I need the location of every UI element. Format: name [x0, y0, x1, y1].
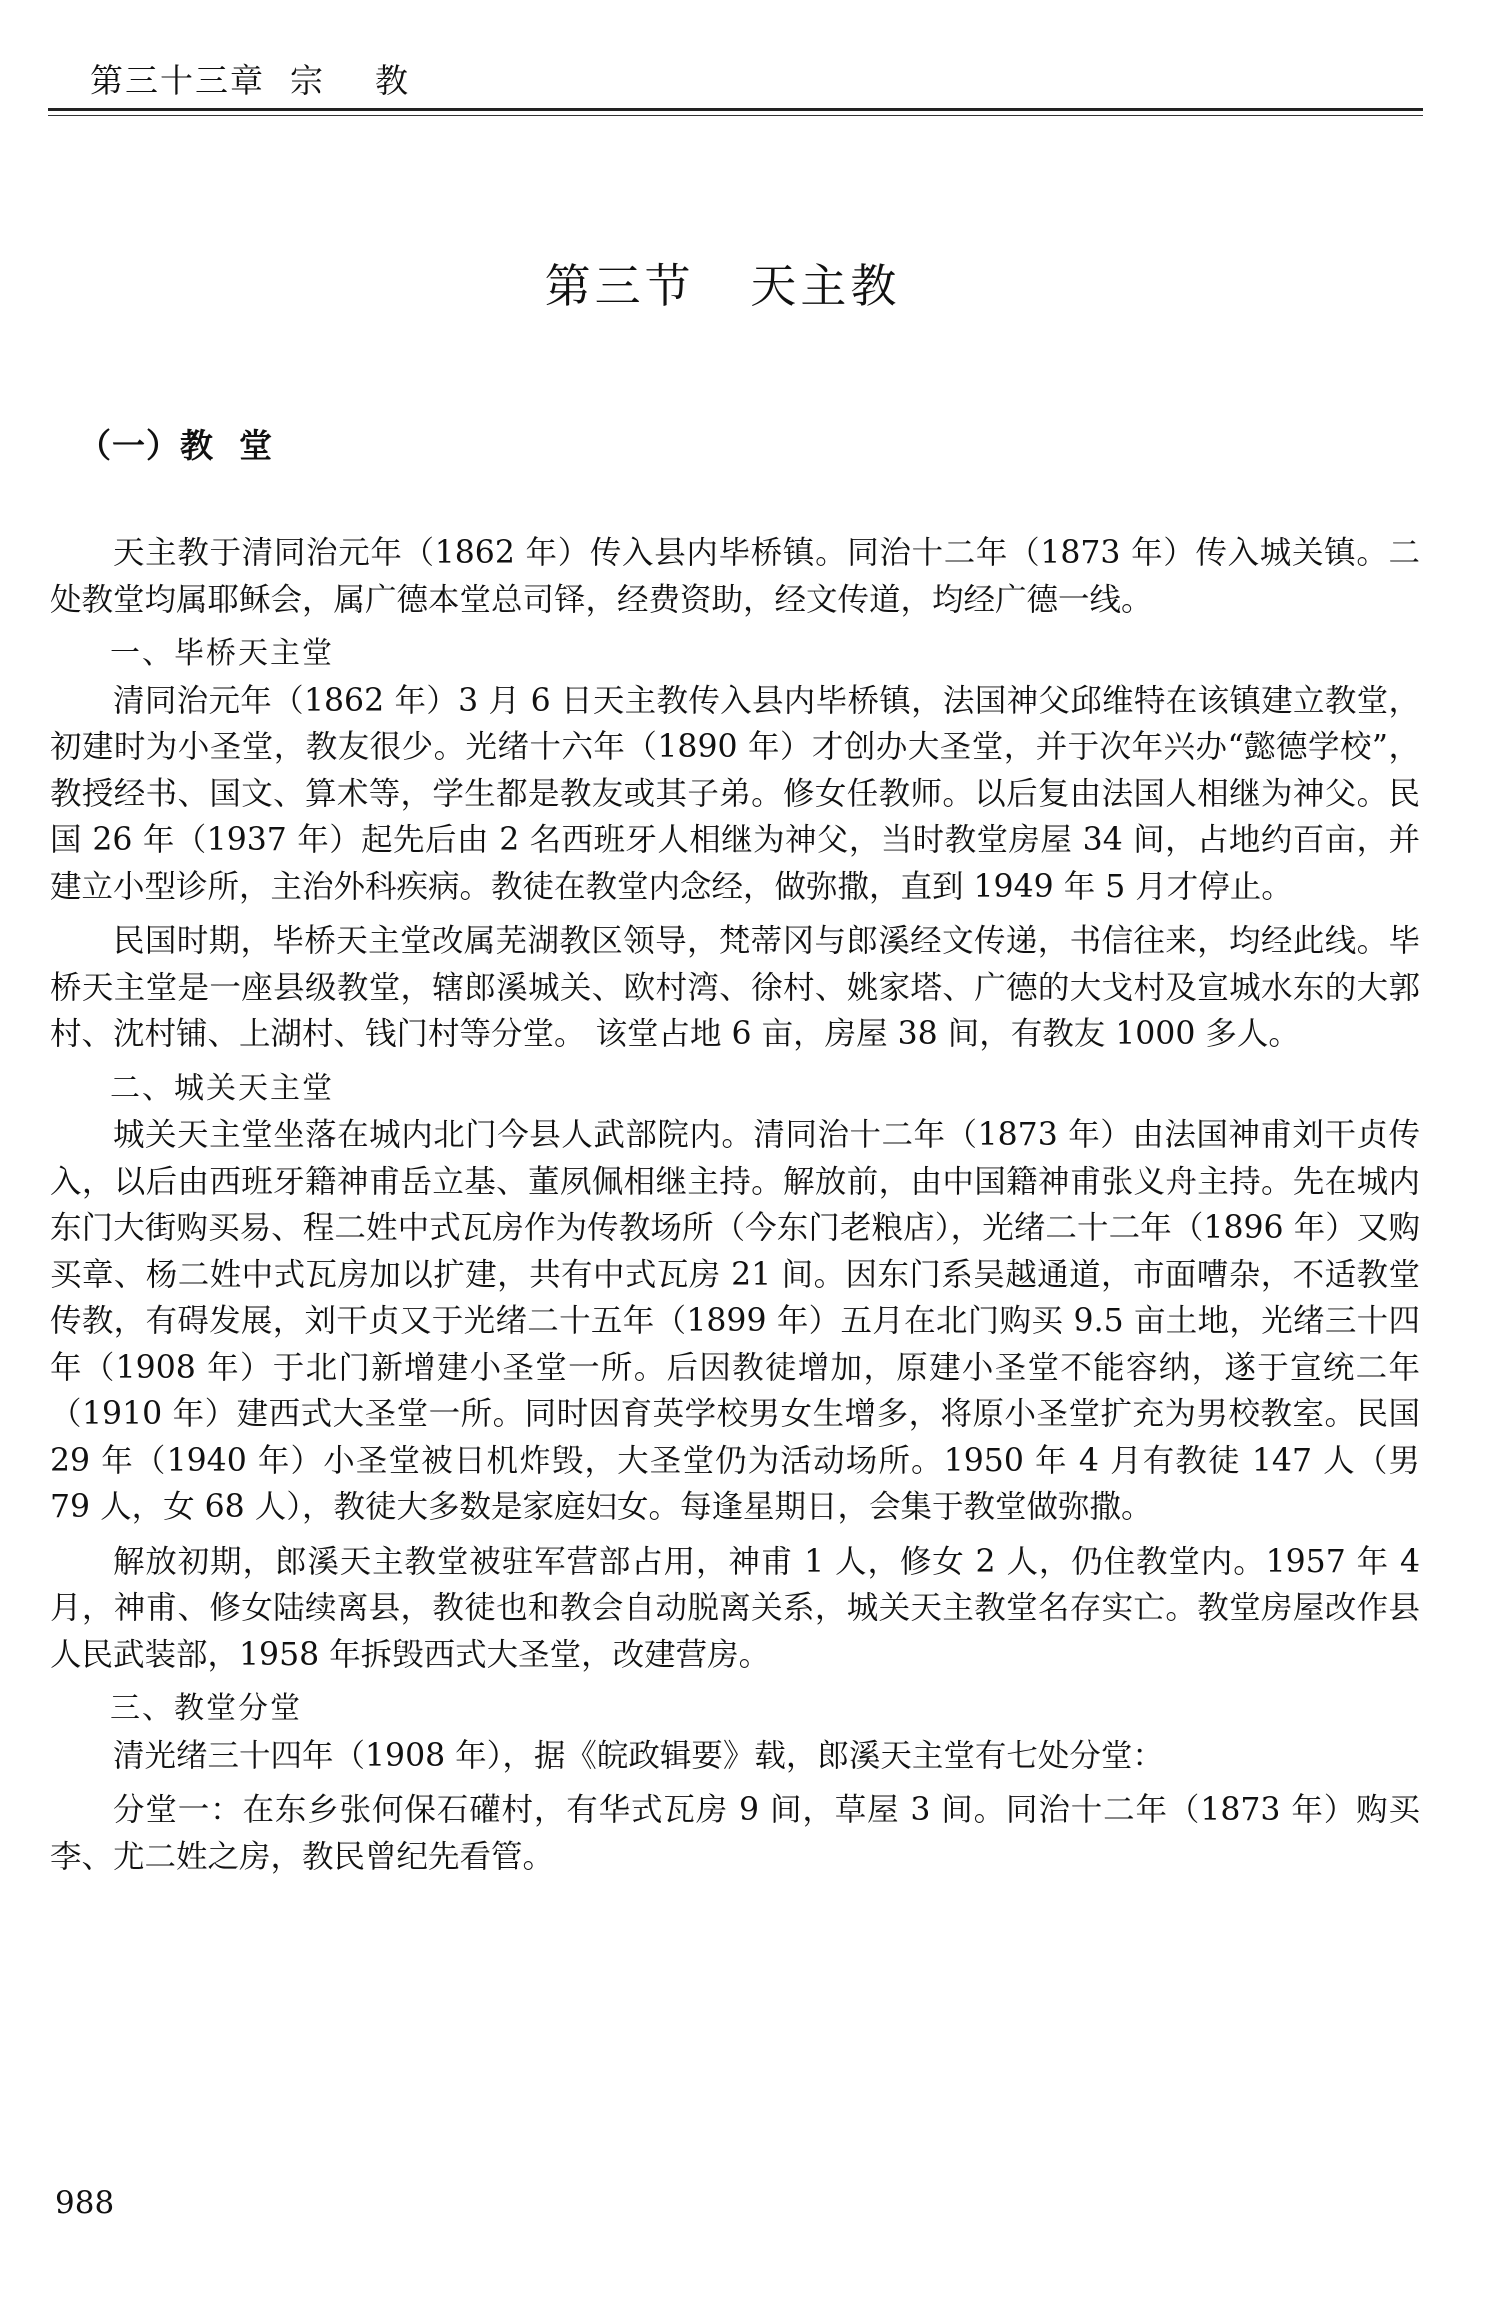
header-rule-thin [48, 115, 1423, 116]
page-number: 988 [55, 2185, 115, 2221]
paragraph-intro: 天主教于清同治元年（1862 年）传入县内毕桥镇。同治十二年（1873 年）传入城关镇。二处教堂均属耶稣会，属广德本堂总司铎，经费资助，经文传道，均经广德一线。 [50, 535, 1420, 618]
running-head: 第三十三章 宗 教 [90, 61, 410, 100]
subsection-title: （一）教 堂 [78, 426, 273, 465]
section-title: 第三节 天主教 [544, 259, 901, 313]
paragraph-chengguan-1: 城关天主堂坐落在城内北门今县人武部院内。清同治十二年（1873 年）由法国神甫刘干贞传入，以后由西班牙籍神甫岳立基、董夙佩相继主持。解放前，由中国籍神甫张义舟主持。先在城内东门大街购买易、程二姓中式瓦房作为传教场所（今东门老粮店），光绪二十二年（1896 年）又购买章、杨二姓中式瓦房加以扩建，共有中式瓦房 21 间。因东门系吴越通道，市面嘈杂，不适教堂传教，有碍发展，刘干贞又于光绪二十五年（1899 年）五月在北门购买 9.5 亩土地，光绪三十四年（1908 年）于北门新增建小圣堂一所。后因教徒增加，原建小圣堂不能容纳，遂于宣统二年（1910 年）建西式大圣堂一所。同时因育英学校男女生增多，将原小圣堂扩充为男校教室。民国 29 年（1940 年）小圣堂被日机炸毁，大圣堂仍为活动场所。1950 年 4 月有教徒 147 人（男 79 人，女 68 人），教徒大多数是家庭妇女。每逢星期日，会集于教堂做弥撒。 [50, 1117, 1420, 1525]
heading-branch-churches: 三、教堂分堂 [110, 1691, 302, 1726]
heading-biqiao-church: 一、毕桥天主堂 [110, 636, 334, 671]
header-rule [48, 108, 1423, 111]
body-text [50, 530, 1420, 1888]
paragraph-chengguan-2: 解放初期，郎溪天主教堂被驻军营部占用，神甫 1 人，修女 2 人，仍住教堂内。1957 年 4 月，神甫、修女陆续离县，教徒也和教会自动脱离关系，城关天主教堂名存实亡。教堂房屋改作县人民武装部，1958 年拆毁西式大圣堂，改建营房。 [50, 1543, 1420, 1673]
paragraph-branch-2: 分堂一：在东乡张何保石礶村，有华式瓦房 9 间，草屋 3 间。同治十二年（1873 年）购买李、尤二姓之房，教民曾纪先看管。 [50, 1792, 1420, 1875]
heading-chengguan-church: 二、城关天主堂 [110, 1070, 334, 1106]
paragraph-biqiao-1: 清同治元年（1862 年）3 月 6 日天主教传入县内毕桥镇，法国神父邱维特在该镇建立教堂，初建时为小圣堂，教友很少。光绪十六年（1890 年）才创办大圣堂，并于次年兴办“懿德学校”，教授经书、国文、算术等，学生都是教友或其子弟。修女任教师。以后复由法国人相继为神父。民国 26 年（1937 年）起先后由 2 名西班牙人相继为神父，当时教堂房屋 34 间，占地约百亩，并建立小型诊所，主治外科疾病。教徒在教堂内念经，做弥撒，直到 1949 年 5 月才停止。 [50, 682, 1420, 905]
paragraph-biqiao-2: 民国时期，毕桥天主堂改属芜湖教区领导，梵蒂冈与郎溪经文传递，书信往来，均经此线。毕桥天主堂是一座县级教堂，辖郎溪城关、欧村湾、徐村、姚家塔、广德的大戈村及宣城水东的大郭村、沈村铺、上湖村、钱门村等分堂。 该堂占地 6 亩，房屋 38 间，有教友 1000 多人。 [50, 923, 1420, 1052]
paragraph-branch-1: 清光绪三十四年（1908 年），据《皖政辑要》载，郎溪天主堂有七处分堂： [113, 1737, 1164, 1774]
